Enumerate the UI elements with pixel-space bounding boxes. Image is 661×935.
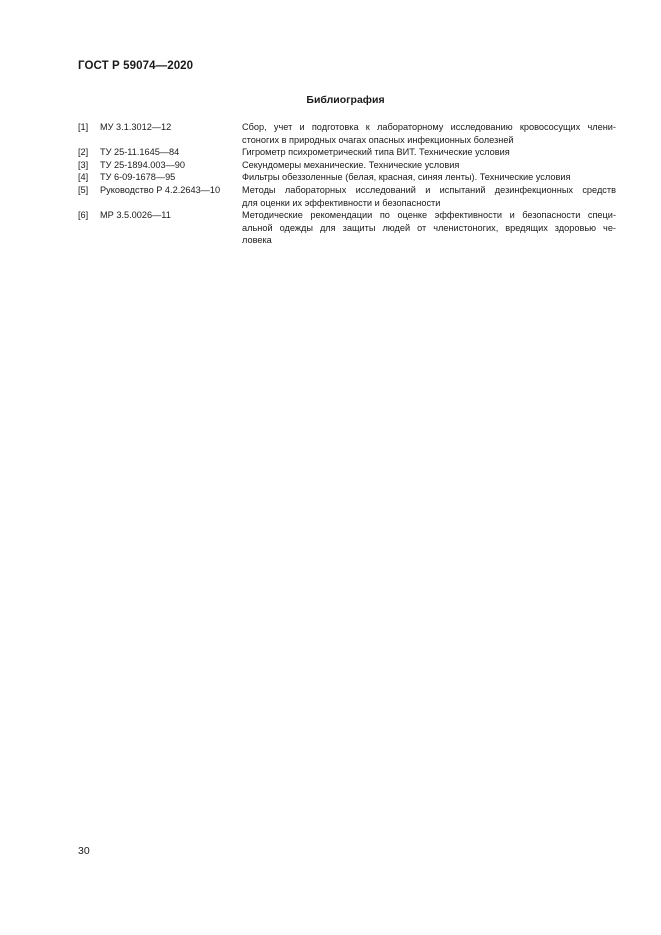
entry-title-line: для оценки их эффективности и безопасности [242,197,441,208]
entry-title [242,159,616,172]
entry-title [242,121,616,146]
entry-number: [3] [78,159,89,170]
bibliography-entry [78,209,616,247]
entry-number: [4] [78,172,89,183]
bibliography-list [78,121,616,247]
bibliography-entry [78,159,616,172]
bibliography-entry [78,121,616,146]
entry-title [242,171,616,184]
entry-document-code: МУ 3.1.3012—12 [100,122,172,132]
entry-title-line: альной одежды для защиты людей от членистоногих, вредящих здоровью че- [242,222,616,233]
entry-document-code: Руководство Р 4.2.2643—10 [100,184,221,195]
entry-title [242,209,616,247]
entry-document-code: ТУ 25-1894.003—90 [100,159,186,170]
bibliography-entry [78,171,616,184]
entry-title [242,184,616,209]
entry-title-line: Гигрометр психрометрический типа ВИТ. Технические условия [242,147,510,158]
entry-title-line: Методы лабораторных исследований и испытаний дезинфекционных средств [242,184,616,195]
entry-title-line: ловека [242,235,272,246]
bibliography-entry [78,184,616,209]
entry-title-line: Фильтры обеззоленные (белая, красная, синяя ленты). Технические условия [242,172,571,183]
bibliography-entry [78,146,616,159]
entry-number: [1] [78,122,89,132]
entry-document-code: ТУ 6-09-1678—95 [100,172,176,183]
page-number: 30 [78,845,90,857]
entry-title-line: Секундомеры механические. Технические условия [242,159,460,170]
entry-title-line: Методические рекомендации по оценке эффективности и безопасности специ- [242,210,616,221]
entry-title-line: стоногих в природных очагах опасных инфекционных болезней [242,134,514,145]
document-code: ГОСТ Р 59074—2020 [78,60,194,72]
entry-document-code: МР 3.5.0026—11 [100,210,171,221]
entry-number: [2] [78,147,89,158]
entry-title-line: Сбор, учет и подготовка к лабораторному исследованию кровососущих члени- [242,122,616,132]
entry-number: [6] [78,210,89,221]
entry-number: [5] [78,184,89,195]
section-title: Библиография [306,94,385,106]
entry-title [242,146,616,159]
entry-document-code: ТУ 25-11.1645—84 [100,147,180,158]
